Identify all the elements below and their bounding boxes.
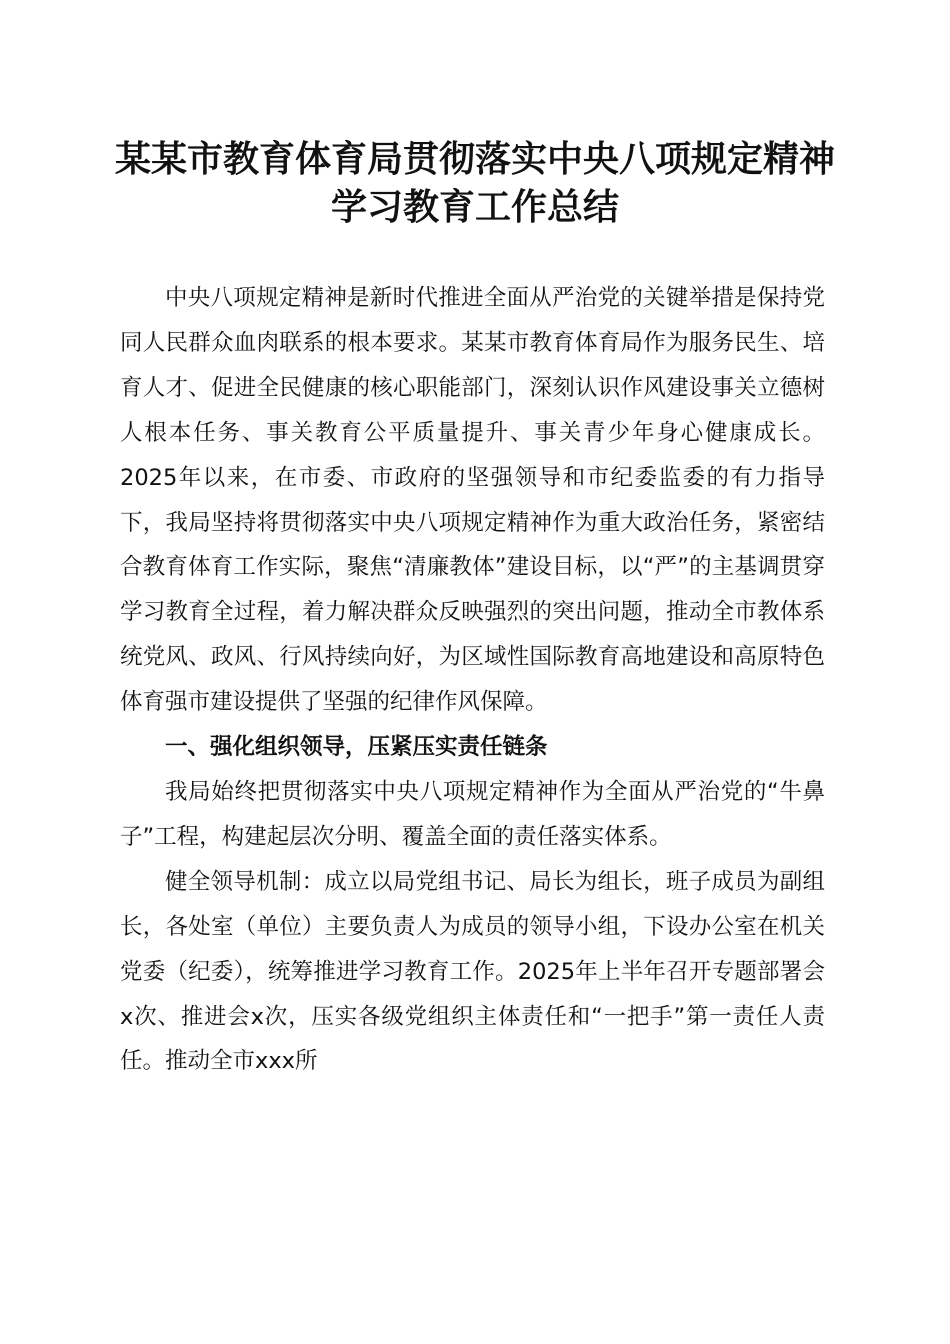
document-body (120, 276, 825, 1084)
document-title-line-2: 学习教育工作总结 (330, 186, 619, 228)
document-title-line-1: 某某市教育体育局贯彻落实中央八项规定精神 (114, 138, 835, 180)
intro-paragraph: 中央八项规定精神是新时代推进全面从严治党的关键举措是保持党同人民群众血肉联系的根本要求。某某市教育体育局作为服务民生、培育人才、促进全民健康的核心职能部门，深刻认识作风建设事关立德树人根本任务、事关教育公平质量提升、事关青少年身心健康成长。2025年以来，在市委、市政府的坚强领导和市纪委监委的有力指导下，我局坚持将贯彻落实中央八项规定精神作为重大政治任务，紧密结合教育体育工作实际，聚焦“清廉教体”建设目标，以“严”的主基调贯穿学习教育全过程，着力解决群众反映强烈的突出问题，推动全市教体系统党风、政风、行风持续向好，为区域性国际教育高地建设和高原特色体育强市建设提供了坚强的纪律作风保障。 (120, 285, 825, 716)
section-heading-1: 一、强化组织领导，压紧压实责任链条 (165, 734, 548, 761)
section-1-paragraph-1: 我局始终把贯彻落实中央八项规定精神作为全面从严治党的“牛鼻子”工程，构建起层次分明、覆盖全面的责任落实体系。 (120, 778, 825, 850)
section-1-paragraph-2: 健全领导机制：成立以局党组书记、局长为组长，班子成员为副组长，各处室（单位）主要负责人为成员的领导小组，下设办公室在机关党委（纪委），统筹推进学习教育工作。2025年上半年召开专题部署会x次、推进会x次，压实各级党组织主体责任和“一把手”第一责任人责任。推动全市xxx所 (120, 868, 825, 1075)
